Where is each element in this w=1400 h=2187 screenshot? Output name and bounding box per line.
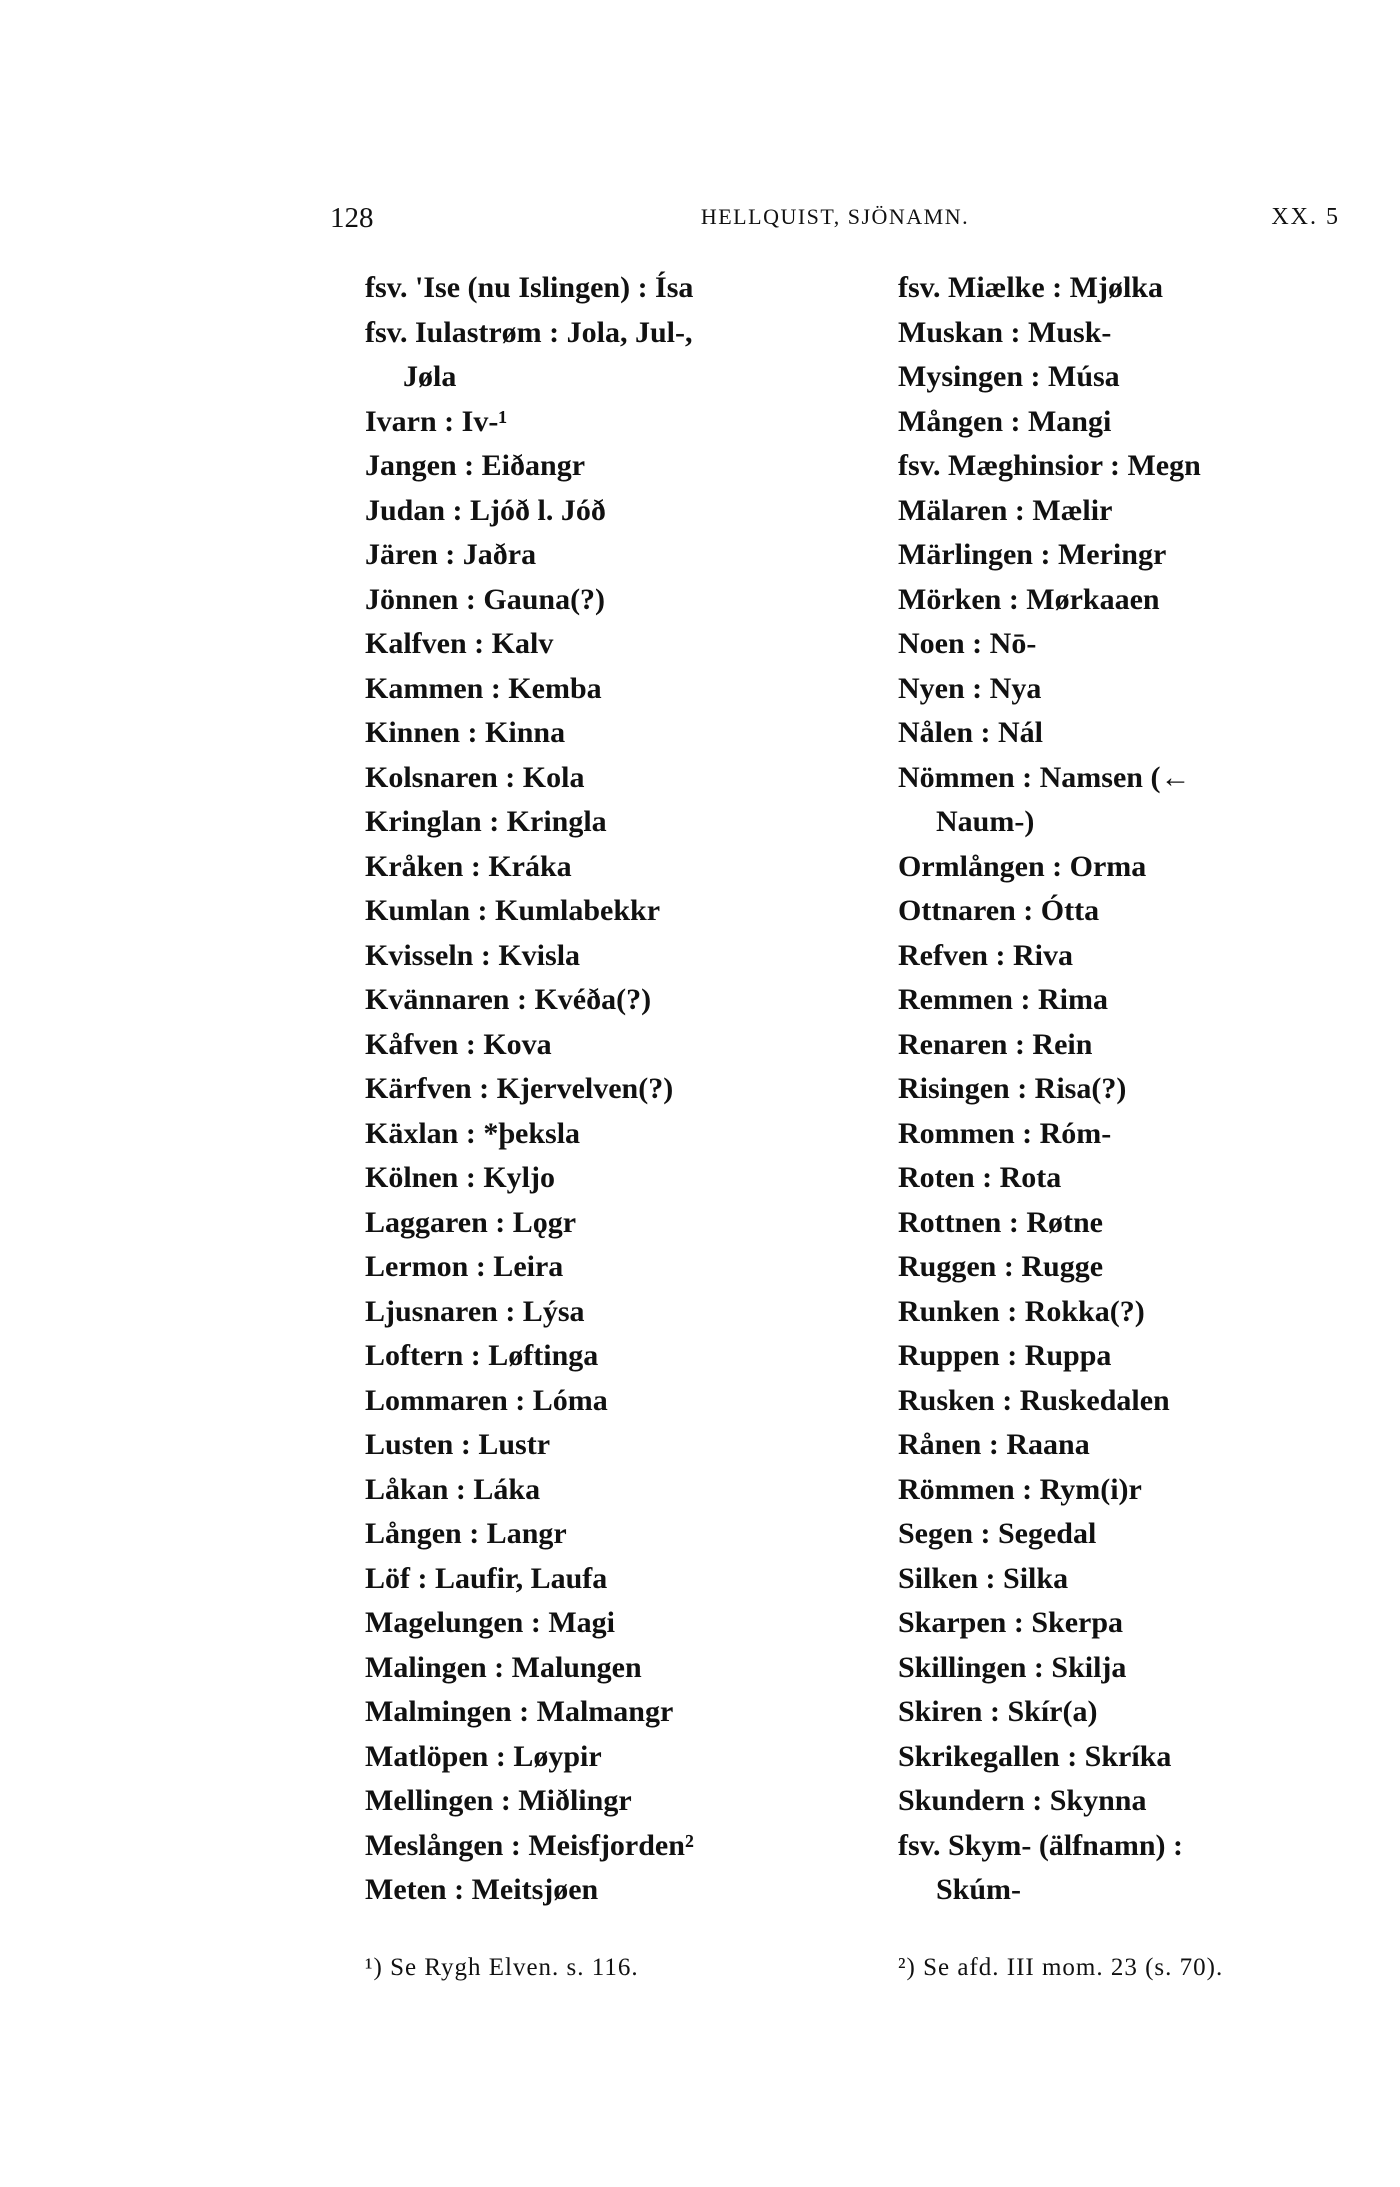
footnote-2: ²) Se afd. III mom. 23 (s. 70). xyxy=(898,1954,1224,1981)
index-entry: Kalfven : Kalv xyxy=(365,627,554,660)
index-entry: Jären : Jaðra xyxy=(365,538,537,571)
index-entry: fsv. Skym- (älfnamn) : xyxy=(898,1828,1184,1862)
index-entry: fsv. 'Ise (nu Islingen) : Ísa xyxy=(365,271,694,304)
left-column xyxy=(365,266,835,1913)
index-entry: Skrikegallen : Skríka xyxy=(898,1739,1172,1773)
index-entry: Risingen : Risa(?) xyxy=(898,1072,1127,1105)
index-entry: Malmingen : Malmangr xyxy=(365,1695,674,1728)
index-entry: Ruggen : Rugge xyxy=(898,1250,1104,1283)
index-entry: Magelungen : Magi xyxy=(365,1606,615,1639)
index-entry: Römmen : Rym(i)r xyxy=(898,1472,1142,1506)
index-entry: Lusten : Lustr xyxy=(365,1428,551,1461)
index-entry: Renaren : Rein xyxy=(898,1027,1093,1061)
page-header xyxy=(330,202,1340,242)
index-entry: Mörken : Mørkaaen xyxy=(898,582,1160,616)
index-entry: Runken : Rokka(?) xyxy=(898,1294,1145,1328)
index-entry: Kammen : Kemba xyxy=(365,671,602,705)
index-entry: Skúm- xyxy=(936,1873,1022,1906)
index-entry: fsv. Miælke : Mjølka xyxy=(898,271,1163,304)
index-entry: Laggaren : Lǫgr xyxy=(365,1205,577,1239)
index-entry: Kråken : Kráka xyxy=(365,849,572,883)
index-entry: Kolsnaren : Kola xyxy=(365,760,585,794)
index-entry: Ormlången : Orma xyxy=(898,849,1147,883)
index-entry: Skillingen : Skilja xyxy=(898,1650,1127,1684)
index-entry: Kumlan : Kumlabekkr xyxy=(365,894,661,927)
index-entry: Mysingen : Músa xyxy=(898,360,1120,393)
index-entry: Meten : Meitsjøen xyxy=(365,1873,599,1906)
index-entry: Mälaren : Mælir xyxy=(898,493,1113,527)
index-entry: Rånen : Raana xyxy=(898,1428,1090,1461)
index-entry: Refven : Riva xyxy=(898,938,1073,972)
index-entry: Segen : Segedal xyxy=(898,1517,1097,1550)
index-entry: Nömmen : Namsen (← xyxy=(898,760,1191,794)
index-entry: fsv. Iulastrøm : Jola, Jul-, xyxy=(365,315,693,349)
index-entry: Muskan : Musk- xyxy=(898,315,1112,349)
index-entry: Kvisseln : Kvisla xyxy=(365,938,581,972)
index-entry: Ljusnaren : Lýsa xyxy=(365,1294,585,1328)
index-entry: Rusken : Ruskedalen xyxy=(898,1383,1170,1417)
index-entry: Ruppen : Ruppa xyxy=(898,1339,1112,1372)
index-entry: Loftern : Løftinga xyxy=(365,1339,599,1372)
index-entry: Malingen : Malungen xyxy=(365,1650,642,1684)
index-entry: Låkan : Láka xyxy=(365,1472,541,1506)
index-entry: Ivarn : Iv-¹ xyxy=(365,404,508,438)
index-entry: Matlöpen : Løypir xyxy=(365,1739,602,1773)
index-entry: Silken : Silka xyxy=(898,1561,1069,1595)
right-column xyxy=(898,266,1338,1913)
index-entry: Kölnen : Kyljo xyxy=(365,1161,556,1194)
index-entry: Noen : Nō- xyxy=(898,627,1037,660)
index-entry: Skarpen : Skerpa xyxy=(898,1606,1124,1639)
index-entry: Jönnen : Gauna(?) xyxy=(365,582,606,616)
index-entry: Judan : Ljóð l. Jóð xyxy=(365,493,606,527)
index-entry: Jangen : Eiðangr xyxy=(365,449,586,482)
index-entry: Lommaren : Lóma xyxy=(365,1383,608,1417)
index-entry: Skundern : Skynna xyxy=(898,1784,1147,1817)
index-entry: Käxlan : *þeksla xyxy=(365,1116,581,1150)
index-entry: Kringlan : Kringla xyxy=(365,805,607,838)
index-entry: Ottnaren : Ótta xyxy=(898,894,1100,927)
index-entry: Kärfven : Kjervelven(?) xyxy=(365,1072,674,1105)
index-entry: Skiren : Skír(a) xyxy=(898,1695,1098,1728)
index-entry: Rottnen : Røtne xyxy=(898,1205,1103,1239)
page-number: 128 xyxy=(330,202,374,234)
index-entry: Mången : Mangi xyxy=(898,404,1112,438)
index-entry: Kvännaren : Kvéða(?) xyxy=(365,983,652,1016)
index-entry: Remmen : Rima xyxy=(898,983,1108,1016)
index-entry: Mellingen : Miðlingr xyxy=(365,1784,632,1817)
index-entry: Roten : Rota xyxy=(898,1161,1062,1194)
running-title: HELLQUIST, SJÖNAMN. xyxy=(700,204,970,229)
index-entry: Rommen : Róm- xyxy=(898,1116,1112,1150)
footnote-1: ¹) Se Rygh Elven. s. 116. xyxy=(365,1954,639,1981)
index-entry: fsv. Mæghinsior : Megn xyxy=(898,449,1201,482)
index-entry: Nyen : Nya xyxy=(898,671,1042,705)
index-entry: Jøla xyxy=(403,360,457,393)
index-entry: Naum-) xyxy=(936,805,1035,838)
index-entry: Meslången : Meisfjorden² xyxy=(365,1828,694,1862)
index-entry: Kåfven : Kova xyxy=(365,1027,552,1061)
index-entry: Märlingen : Meringr xyxy=(898,538,1167,571)
index-entry: Nålen : Nál xyxy=(898,716,1043,749)
index-entry: Lermon : Leira xyxy=(365,1250,564,1283)
index-entry: Kinnen : Kinna xyxy=(365,716,566,749)
footnotes xyxy=(365,1954,1340,1994)
section-reference: XX. 5 xyxy=(1271,204,1340,230)
index-entry: Löf : Laufir, Laufa xyxy=(365,1561,608,1595)
index-entry: Lången : Langr xyxy=(365,1517,567,1550)
